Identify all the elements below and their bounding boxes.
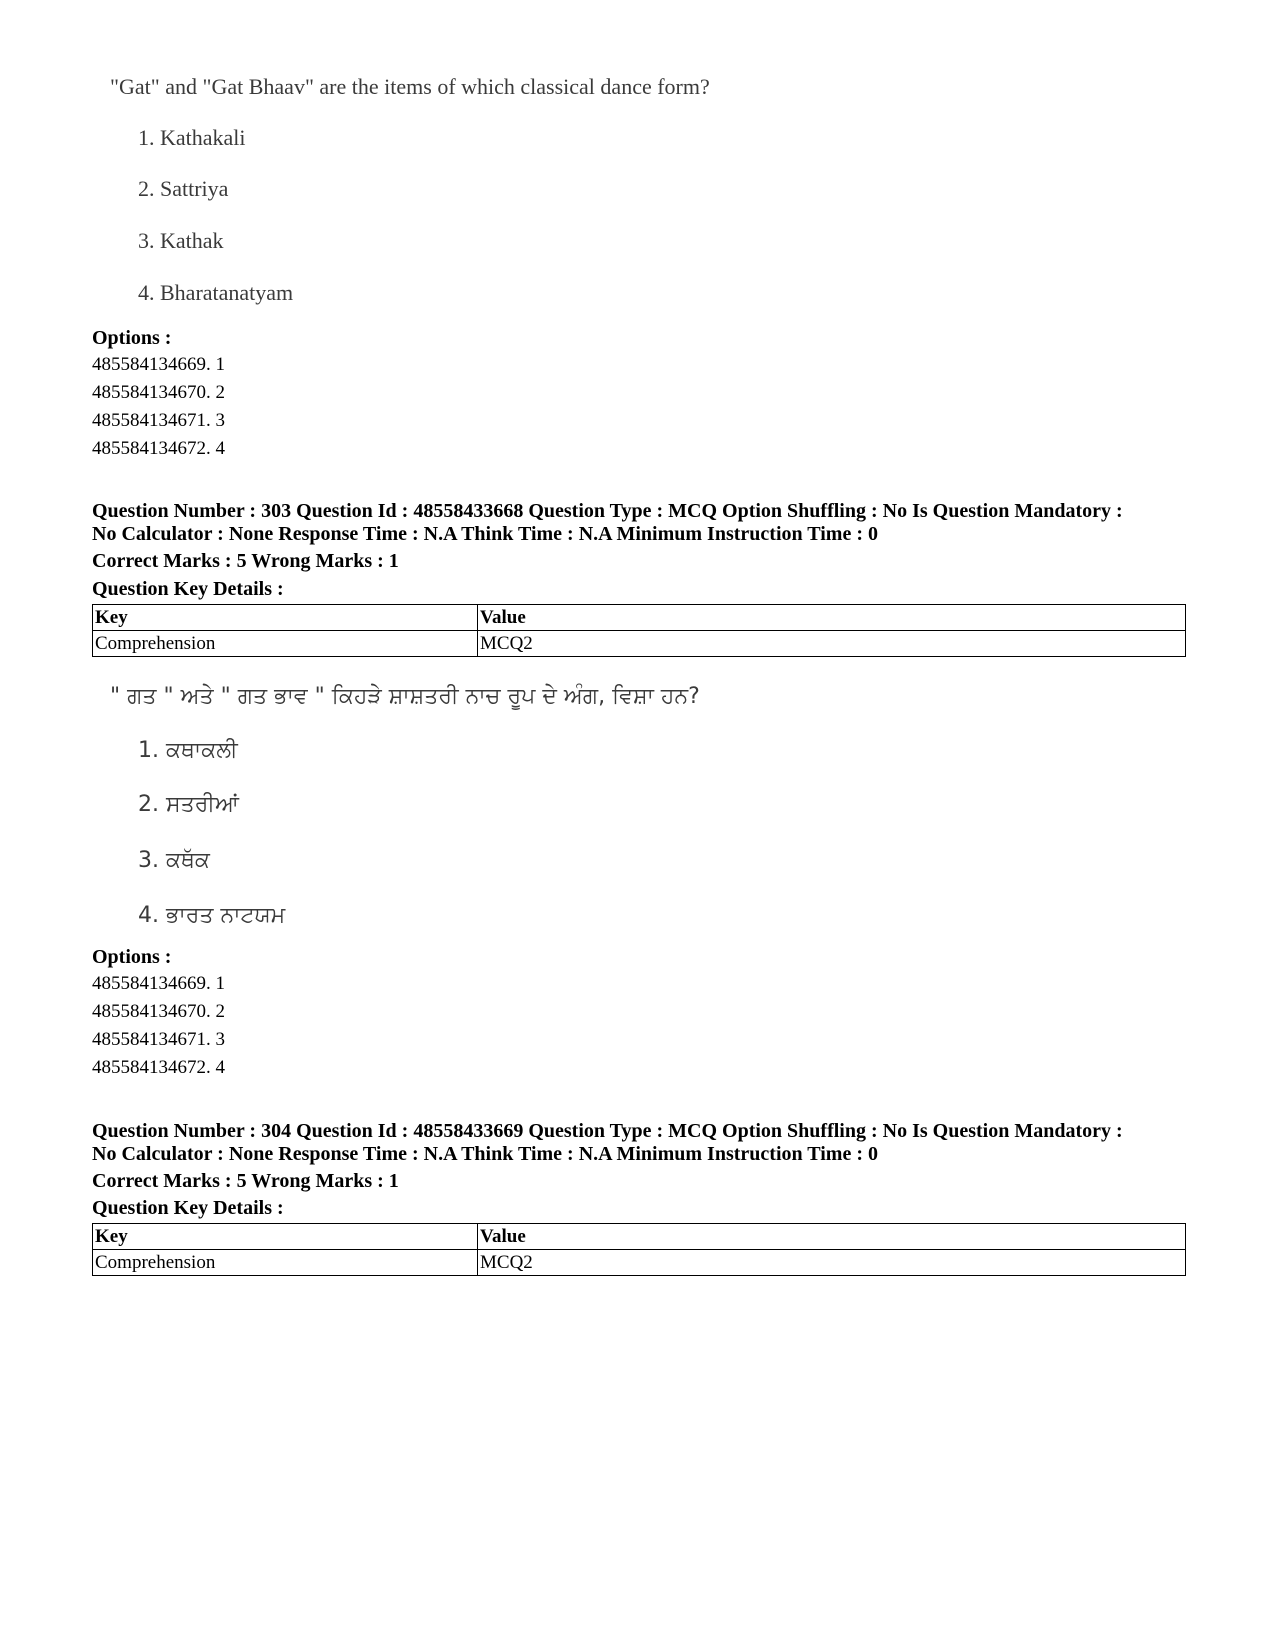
key-details-heading: Question Key Details : <box>92 578 284 600</box>
question-text: " ਗਤ " ਅਤੇ " ਗਤ ਭਾਵ " ਕਿਹੜੇ ਸ਼ਾਸ਼ਤਰੀ ਨਾਚ ਰੂਪ ਦੇ ਅੰਗ, ਵਿਸ਼ਾ ਹਨ? <box>110 684 700 709</box>
table-cell-value: MCQ2 <box>478 1250 1186 1276</box>
options-heading: Options : <box>92 946 172 968</box>
marks-line: Correct Marks : 5 Wrong Marks : 1 <box>92 1170 399 1192</box>
options-list <box>92 351 225 463</box>
question-meta-line2: No Calculator : None Response Time : N.A Think Time : N.A Minimum Instruction Time : 0 <box>92 523 878 545</box>
choice-3: 3. ਕਥੱਕ <box>138 848 210 873</box>
table-cell-key: Comprehension <box>93 1250 478 1276</box>
table-header-value: Value <box>478 605 1186 631</box>
choice-1: 1. Kathakali <box>138 125 246 150</box>
choice-3: 3. Kathak <box>138 228 224 253</box>
marks-line: Correct Marks : 5 Wrong Marks : 1 <box>92 550 399 572</box>
option-item: 485584134670. 2 <box>92 382 225 403</box>
question-meta-line1: Question Number : 304 Question Id : 48558433669 Question Type : MCQ Option Shuffling : No Is Question Mandatory : <box>92 1120 1123 1142</box>
key-details-heading: Question Key Details : <box>92 1197 284 1219</box>
question-meta-line1: Question Number : 303 Question Id : 48558433668 Question Type : MCQ Option Shuffling : No Is Question Mandatory : <box>92 500 1123 522</box>
question-meta <box>92 1120 1202 1166</box>
question-text: "Gat" and "Gat Bhaav" are the items of which classical dance form? <box>110 74 710 99</box>
options-list <box>92 970 225 1082</box>
key-details-table <box>92 604 1186 657</box>
table-row <box>93 631 1186 657</box>
table-header-row <box>93 605 1186 631</box>
option-item: 485584134670. 2 <box>92 1001 225 1022</box>
table-row <box>93 1250 1186 1276</box>
option-item: 485584134669. 1 <box>92 354 225 375</box>
option-item: 485584134669. 1 <box>92 973 225 994</box>
option-item: 485584134671. 3 <box>92 410 225 431</box>
choice-2: 2. ਸਤਰੀਆਂ <box>138 792 239 817</box>
table-cell-key: Comprehension <box>93 631 478 657</box>
option-item: 485584134671. 3 <box>92 1029 225 1050</box>
choice-4: 4. Bharatanatyam <box>138 280 294 305</box>
question-meta-line2: No Calculator : None Response Time : N.A Think Time : N.A Minimum Instruction Time : 0 <box>92 1143 878 1165</box>
option-item: 485584134672. 4 <box>92 438 225 459</box>
key-details-table <box>92 1223 1186 1276</box>
choice-1: 1. ਕਥਾਕਲੀ <box>138 738 238 763</box>
table-header-value: Value <box>478 1224 1186 1250</box>
table-header-key: Key <box>93 1224 478 1250</box>
table-header-key: Key <box>93 605 478 631</box>
table-cell-value: MCQ2 <box>478 631 1186 657</box>
option-item: 485584134672. 4 <box>92 1057 225 1078</box>
choice-4: 4. ਭਾਰਤ ਨਾਟਯਮ <box>138 903 286 928</box>
options-heading: Options : <box>92 327 172 349</box>
question-meta <box>92 500 1202 546</box>
choice-2: 2. Sattriya <box>138 176 229 201</box>
table-header-row <box>93 1224 1186 1250</box>
